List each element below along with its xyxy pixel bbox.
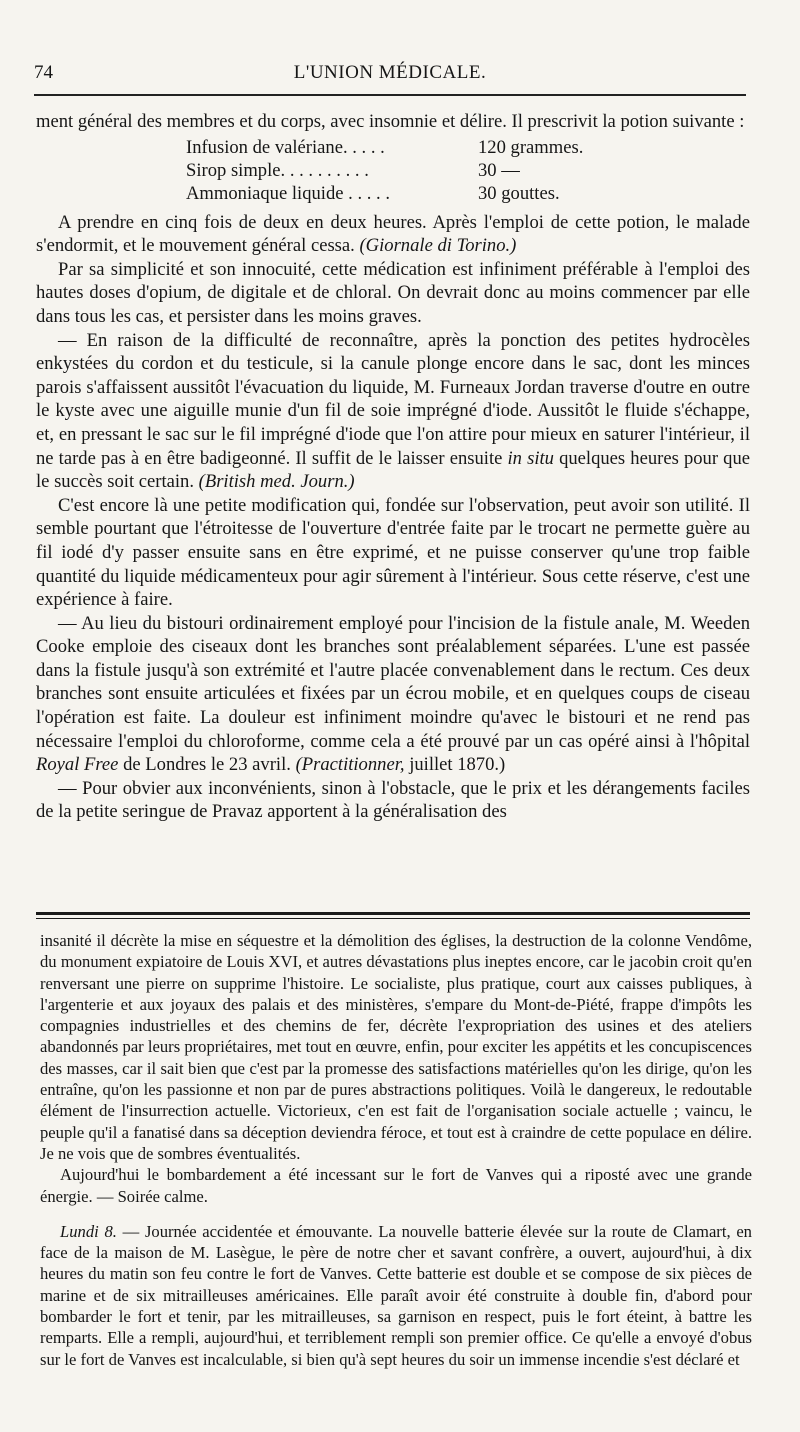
hospital-name: Royal Free <box>36 754 119 776</box>
paragraph-text: — En raison de la difficulté de reconnaître, après la ponction des petites hydrocèles enkystées du cordon et du testicule, si la canule plonge encore dans le sac, dont les minces parois s'affaissent aussitôt l'évacuation du liquide, M. Furneaux Jordan traverse d'outre en outre le kyste avec une aiguille munie d'un fil de soie imprégné d'iode. Aussitôt le fluide s'échappe, et, en pressant le sac sur le fil imprégné d'iode que l'on attire pour mieux en saturer l'intérieur, il ne tarde pas à en être badigeonné. Il suffit de le laisser ensuite <box>36 329 750 469</box>
quantity: 30 gouttes. <box>478 182 560 204</box>
prescription-row <box>186 182 750 205</box>
source-citation: (Practitionner, <box>295 754 405 776</box>
paragraph-2 <box>36 211 750 258</box>
quantity: 30 — <box>478 159 520 181</box>
paragraph-5: C'est encore là une petite modification qui, fondée sur l'observation, peut avoir son utilité. Il semble pourtant que l'étroitesse de l'ouverture d'entrée faite par le trocart ne permette guère au fil iodé d'y passer ensuite sans en être exprimé, et ne puisse conserver qu'une trop faible quantité du liquide médicamenteux pour agir sûrement à l'intérieur. Sous cette réserve, c'est une expérience à faire. <box>36 494 750 611</box>
feuilleton <box>40 930 752 1370</box>
source-citation: (Giornale di Torino.) <box>359 235 517 257</box>
latin-phrase: in situ <box>507 447 554 469</box>
citation-date: juillet 1870.) <box>409 754 506 776</box>
prescription-row <box>186 159 750 182</box>
running-header <box>34 62 746 92</box>
feuilleton-paragraph-1: insanité il décrète la mise en séquestre et la démolition des églises, la destruction de la colonne Vendôme, du monument expiatoire de Louis XVI, et autres dévastations plus ineptes encore, car le jacobin croit qu'en renversant une pierre on supprime l'histoire. Le socialiste, plus pratique, court aux caisses publiques, à l'argenterie et aux joyaux des palais et des ministères, s'empare du Mont-de-Piété, frappe d'impôts les compagnies industrielles et des chemins de fer, décrète l'expropriation des usines et des ateliers abandonnés par leurs propriétaires, met tout en œuvre, enfin, pour exciter les appétits et les concupiscences des masses, car il sait bien que c'est par la promesse des satisfactions matérielles qu'on les dirige, qu'on les entraîne, qu'on les passionne et non par de pures abstractions politiques. Voilà le dangereux, le redoutable élément de l'insurrection actuelle. Victorieux, c'en est fait de l'organisation sociale actuelle ; vaincu, le peuple qu'il a fanatisé dans sa déception deviendra féroce, et tout est à craindre de cette populace en délire. Je ne vois que de sombres éventualités. <box>40 931 752 1163</box>
feuilleton-paragraph-3 <box>40 1221 752 1370</box>
day-label: Lundi 8. <box>60 1221 117 1241</box>
paragraph-text: de Londres le 23 avril. <box>123 754 291 776</box>
prescription-row <box>186 136 750 159</box>
ingredient: Ammoniaque liquide . . . . . <box>186 182 390 204</box>
ingredient: Sirop simple. . . . . . . . . . <box>186 159 369 181</box>
page-number: 74 <box>34 62 53 83</box>
paragraph-1: ment général des membres et du corps, avec insomnie et délire. Il prescrivit la potion suivante : <box>36 111 745 132</box>
journal-title: L'UNION MÉDICALE. <box>293 62 487 83</box>
paragraph-text: A prendre en cinq fois de deux en deux heures. Après l'emploi de cette potion, le malade s'endormit, et le mouvement général cessa. <box>36 211 750 257</box>
source-citation: (British med. Journ.) <box>198 471 355 493</box>
main-article <box>36 110 750 824</box>
feuilleton-rule <box>36 912 750 915</box>
quantity: 120 grammes. <box>478 136 584 158</box>
ingredient: Infusion de valériane. . . . . <box>186 136 385 158</box>
paragraph-4 <box>36 329 750 494</box>
header-rule <box>34 94 746 96</box>
paragraph-6 <box>36 612 750 777</box>
feuilleton-paragraph-2: Aujourd'hui le bombardement a été incessant sur le fort de Vanves qui a riposté avec une grande énergie. — Soirée calme. <box>40 1165 752 1206</box>
feuilleton-rule-thin <box>36 918 750 919</box>
prescription <box>186 136 750 205</box>
paragraph-text: quelques heures pour que le succès soit certain. <box>36 447 750 493</box>
paragraph-text: — Au lieu du bistouri ordinairement employé pour l'incision de la fistule anale, M. Weeden Cooke emploie des ciseaux dont les branches sont préalablement séparées. L'une est passée dans la fistule jusqu'à son extrémité et l'autre placée convenablement dans le rectum. Ces deux branches sont ensuite articulées et fixées par un écrou mobile, et en quelques coups de ciseau l'opération est faite. La douleur est infiniment moindre qu'avec le bistouri et ne rend pas nécessaire l'emploi du chloroforme, comme cela a été prouvé par un cas opéré ainsi à l'hôpital <box>36 612 750 752</box>
paragraph-3: Par sa simplicité et son innocuité, cette médication est infiniment préférable à l'emploi des hautes doses d'opium, de digitale et de chloral. On devrait donc au moins commencer par elle dans tous les cas, et persister dans les moins graves. <box>36 258 750 327</box>
paragraph-7: — Pour obvier aux inconvénients, sinon à l'obstacle, que le prix et les dérangements faciles de la petite seringue de Pravaz apportent à la généralisation des <box>36 777 750 823</box>
paragraph-text: — Journée accidentée et émouvante. La nouvelle batterie élevée sur la route de Clamart, en face de la maison de M. Lasègue, le père de notre cher et savant confrère, a ouvert, aujourd'hui, à dix heures du matin son feu contre le fort de Vanves. Cette batterie est double et se compose de six pièces de marine et de six mitrailleuses américaines. Elle paraît avoir été construite à double fin, d'abord pour bombarder le fort et tenir, par les mitrailleuses, sa garnison en respect, puis le fort éteint, à battre les remparts. Elle a rempli, aujourd'hui, et terriblement rempli son premier office. Ce qu'elle a envoyé d'obus sur le fort de Vanves est incalculable, si bien qu'à sept heures du soir un immense incendie s'est déclaré et <box>40 1221 752 1369</box>
